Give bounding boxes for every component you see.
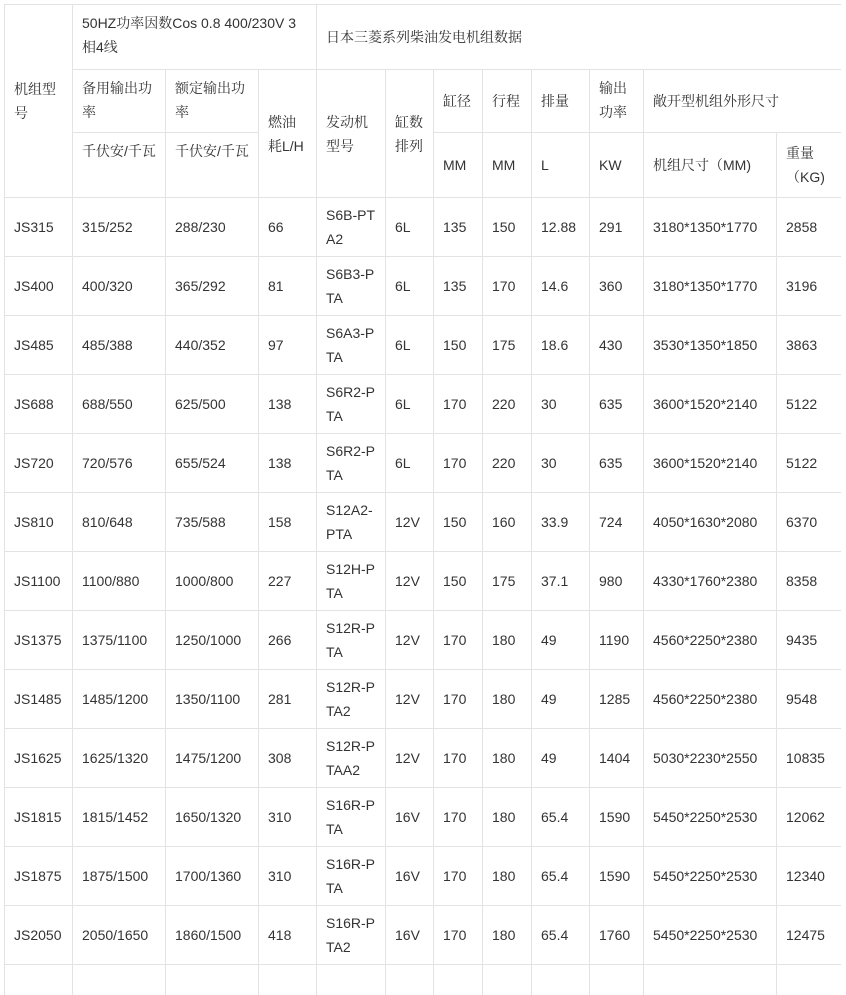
cell-engine: S12A2-PTA	[317, 493, 386, 552]
cell-model: JS810	[5, 493, 73, 552]
cell-model: JS485	[5, 316, 73, 375]
cell-prime: 625/500	[166, 375, 259, 434]
cell-size: 4560*2250*2380	[644, 611, 777, 670]
cell-empty	[166, 965, 259, 995]
cell-bore: 170	[434, 375, 483, 434]
cell-weight: 8358	[777, 552, 841, 611]
cell-cyl: 6L	[386, 257, 434, 316]
table-row	[5, 670, 841, 729]
cell-fuel: 158	[259, 493, 317, 552]
cell-disp: 33.9	[532, 493, 590, 552]
cell-standby: 688/550	[73, 375, 166, 434]
prime-header: 额定输出功率	[166, 70, 259, 133]
cell-size: 4560*2250*2380	[644, 670, 777, 729]
cell-stroke: 180	[483, 670, 532, 729]
cell-standby: 2050/1650	[73, 906, 166, 965]
cell-weight: 12340	[777, 847, 841, 906]
cell-standby: 1875/1500	[73, 847, 166, 906]
cell-engine: S6R2-PTA	[317, 434, 386, 493]
cell-empty	[434, 965, 483, 995]
table-title: 日本三菱系列柴油发电机组数据	[317, 5, 841, 70]
cell-bore: 170	[434, 847, 483, 906]
cell-stroke: 180	[483, 788, 532, 847]
cell-prime: 1700/1360	[166, 847, 259, 906]
cell-empty	[259, 965, 317, 995]
cell-weight: 6370	[777, 493, 841, 552]
table-row-partial	[5, 965, 841, 995]
cell-cyl: 16V	[386, 906, 434, 965]
cell-prime: 440/352	[166, 316, 259, 375]
cell-bore: 135	[434, 257, 483, 316]
cell-bore: 170	[434, 788, 483, 847]
cell-prime: 1475/1200	[166, 729, 259, 788]
cell-prime: 1350/1100	[166, 670, 259, 729]
cell-fuel: 138	[259, 434, 317, 493]
cell-stroke: 160	[483, 493, 532, 552]
cell-weight: 12062	[777, 788, 841, 847]
cell-size: 4330*1760*2380	[644, 552, 777, 611]
stroke-header: 行程	[483, 70, 532, 133]
cell-fuel: 281	[259, 670, 317, 729]
cell-size: 5030*2230*2550	[644, 729, 777, 788]
cell-prime: 1250/1000	[166, 611, 259, 670]
cell-bore: 170	[434, 729, 483, 788]
weight-header: 重量（KG)	[777, 133, 841, 198]
output-header: 输出功率	[590, 70, 644, 133]
cell-fuel: 310	[259, 788, 317, 847]
cell-stroke: 175	[483, 552, 532, 611]
standby-header: 备用输出功率	[73, 70, 166, 133]
header-row-1	[5, 5, 841, 70]
cell-engine: S6R2-PTA	[317, 375, 386, 434]
cell-engine: S6B3-PTA	[317, 257, 386, 316]
cell-weight: 3863	[777, 316, 841, 375]
cell-engine: S12R-PTA	[317, 611, 386, 670]
cell-size: 5450*2250*2530	[644, 788, 777, 847]
cell-standby: 720/576	[73, 434, 166, 493]
cell-engine: S16R-PTA	[317, 788, 386, 847]
cell-model: JS400	[5, 257, 73, 316]
cell-size: 3180*1350*1770	[644, 257, 777, 316]
cell-empty	[386, 965, 434, 995]
cell-weight: 2858	[777, 198, 841, 257]
cell-standby: 485/388	[73, 316, 166, 375]
cell-kw: 1285	[590, 670, 644, 729]
cell-weight: 3196	[777, 257, 841, 316]
cell-engine: S6A3-PTA	[317, 316, 386, 375]
table-row	[5, 434, 841, 493]
cell-size: 3530*1350*1850	[644, 316, 777, 375]
spec-header: 50HZ功率因数Cos 0.8 400/230V 3相4线	[73, 5, 317, 70]
cell-disp: 30	[532, 434, 590, 493]
cell-kw: 635	[590, 375, 644, 434]
output-unit: KW	[590, 133, 644, 198]
cylinders-header: 缸数排列	[386, 70, 434, 198]
engine-header: 发动机型号	[317, 70, 386, 198]
cell-disp: 12.88	[532, 198, 590, 257]
cell-size: 3180*1350*1770	[644, 198, 777, 257]
cell-engine: S12R-PTA2	[317, 670, 386, 729]
cell-weight: 10835	[777, 729, 841, 788]
standby-unit: 千伏安/千瓦	[73, 133, 166, 198]
displacement-unit: L	[532, 133, 590, 198]
cell-kw: 291	[590, 198, 644, 257]
open-dims-header: 敞开型机组外形尺寸	[644, 70, 841, 133]
cell-weight: 9435	[777, 611, 841, 670]
table-row	[5, 729, 841, 788]
cell-cyl: 6L	[386, 316, 434, 375]
cell-standby: 400/320	[73, 257, 166, 316]
cell-model: JS1815	[5, 788, 73, 847]
cell-disp: 49	[532, 670, 590, 729]
cell-fuel: 227	[259, 552, 317, 611]
cell-prime: 735/588	[166, 493, 259, 552]
table-row	[5, 552, 841, 611]
cell-engine: S16R-PTA	[317, 847, 386, 906]
cell-empty	[644, 965, 777, 995]
cell-stroke: 180	[483, 906, 532, 965]
cell-model: JS1485	[5, 670, 73, 729]
cell-prime: 1000/800	[166, 552, 259, 611]
bore-unit: MM	[434, 133, 483, 198]
cell-kw: 724	[590, 493, 644, 552]
table-row	[5, 611, 841, 670]
cell-disp: 18.6	[532, 316, 590, 375]
cell-bore: 170	[434, 906, 483, 965]
cell-stroke: 220	[483, 434, 532, 493]
cell-stroke: 170	[483, 257, 532, 316]
cell-empty	[777, 965, 841, 995]
cell-prime: 365/292	[166, 257, 259, 316]
cell-engine: S12H-PTA	[317, 552, 386, 611]
stroke-unit: MM	[483, 133, 532, 198]
cell-model: JS688	[5, 375, 73, 434]
cell-cyl: 12V	[386, 729, 434, 788]
cell-disp: 30	[532, 375, 590, 434]
cell-fuel: 138	[259, 375, 317, 434]
cell-fuel: 266	[259, 611, 317, 670]
cell-cyl: 6L	[386, 198, 434, 257]
fuel-header: 燃油耗L/H	[259, 70, 317, 198]
cell-cyl: 12V	[386, 552, 434, 611]
cell-kw: 1590	[590, 847, 644, 906]
cell-kw: 1404	[590, 729, 644, 788]
cell-model: JS1375	[5, 611, 73, 670]
cell-bore: 170	[434, 670, 483, 729]
cell-weight: 5122	[777, 375, 841, 434]
cell-bore: 135	[434, 198, 483, 257]
cell-weight: 9548	[777, 670, 841, 729]
cell-size: 3600*1520*2140	[644, 434, 777, 493]
cell-stroke: 180	[483, 611, 532, 670]
cell-standby: 1815/1452	[73, 788, 166, 847]
cell-prime: 655/524	[166, 434, 259, 493]
cell-cyl: 16V	[386, 788, 434, 847]
cell-model: JS1875	[5, 847, 73, 906]
table-row	[5, 493, 841, 552]
cell-stroke: 175	[483, 316, 532, 375]
cell-weight: 5122	[777, 434, 841, 493]
table-row	[5, 257, 841, 316]
cell-disp: 37.1	[532, 552, 590, 611]
cell-kw: 360	[590, 257, 644, 316]
cell-fuel: 418	[259, 906, 317, 965]
table-row	[5, 316, 841, 375]
cell-stroke: 180	[483, 847, 532, 906]
cell-stroke: 150	[483, 198, 532, 257]
cell-bore: 170	[434, 434, 483, 493]
cell-empty	[483, 965, 532, 995]
cell-size: 5450*2250*2530	[644, 906, 777, 965]
cell-prime: 1650/1320	[166, 788, 259, 847]
table-row	[5, 788, 841, 847]
cell-fuel: 97	[259, 316, 317, 375]
cell-cyl: 12V	[386, 493, 434, 552]
cell-standby: 1485/1200	[73, 670, 166, 729]
cell-model: JS1625	[5, 729, 73, 788]
cell-cyl: 16V	[386, 847, 434, 906]
cell-model: JS1100	[5, 552, 73, 611]
table-row	[5, 847, 841, 906]
cell-disp: 49	[532, 611, 590, 670]
cell-stroke: 220	[483, 375, 532, 434]
cell-standby: 1100/880	[73, 552, 166, 611]
header-row-2	[5, 70, 841, 133]
cell-fuel: 308	[259, 729, 317, 788]
cell-stroke: 180	[483, 729, 532, 788]
cell-cyl: 6L	[386, 434, 434, 493]
cell-empty	[532, 965, 590, 995]
table-row	[5, 375, 841, 434]
cell-size: 5450*2250*2530	[644, 847, 777, 906]
cell-kw: 430	[590, 316, 644, 375]
cell-kw: 1190	[590, 611, 644, 670]
cell-disp: 65.4	[532, 847, 590, 906]
bore-header: 缸径	[434, 70, 483, 133]
cell-fuel: 81	[259, 257, 317, 316]
cell-disp: 65.4	[532, 906, 590, 965]
cell-standby: 810/648	[73, 493, 166, 552]
cell-empty	[73, 965, 166, 995]
prime-unit: 千伏安/千瓦	[166, 133, 259, 198]
cell-fuel: 66	[259, 198, 317, 257]
cell-bore: 150	[434, 316, 483, 375]
cell-engine: S6B-PTA2	[317, 198, 386, 257]
cell-standby: 1375/1100	[73, 611, 166, 670]
cell-kw: 1590	[590, 788, 644, 847]
cell-model: JS720	[5, 434, 73, 493]
cell-prime: 288/230	[166, 198, 259, 257]
cell-model: JS2050	[5, 906, 73, 965]
cell-empty	[317, 965, 386, 995]
cell-weight: 12475	[777, 906, 841, 965]
cell-empty	[590, 965, 644, 995]
cell-fuel: 310	[259, 847, 317, 906]
displacement-header: 排量	[532, 70, 590, 133]
genset-data-table	[4, 4, 841, 995]
cell-bore: 150	[434, 552, 483, 611]
model-header: 机组型号	[5, 5, 73, 198]
cell-prime: 1860/1500	[166, 906, 259, 965]
cell-disp: 14.6	[532, 257, 590, 316]
cell-standby: 1625/1320	[73, 729, 166, 788]
cell-kw: 635	[590, 434, 644, 493]
cell-disp: 65.4	[532, 788, 590, 847]
cell-disp: 49	[532, 729, 590, 788]
cell-model: JS315	[5, 198, 73, 257]
cell-size: 4050*1630*2080	[644, 493, 777, 552]
cell-kw: 1760	[590, 906, 644, 965]
cell-standby: 315/252	[73, 198, 166, 257]
cell-bore: 170	[434, 611, 483, 670]
size-header: 机组尺寸（MM)	[644, 133, 777, 198]
cell-empty	[5, 965, 73, 995]
cell-bore: 150	[434, 493, 483, 552]
cell-cyl: 6L	[386, 375, 434, 434]
cell-engine: S16R-PTA2	[317, 906, 386, 965]
cell-cyl: 12V	[386, 670, 434, 729]
cell-kw: 980	[590, 552, 644, 611]
cell-engine: S12R-PTAA2	[317, 729, 386, 788]
cell-size: 3600*1520*2140	[644, 375, 777, 434]
cell-cyl: 12V	[386, 611, 434, 670]
table-row	[5, 198, 841, 257]
